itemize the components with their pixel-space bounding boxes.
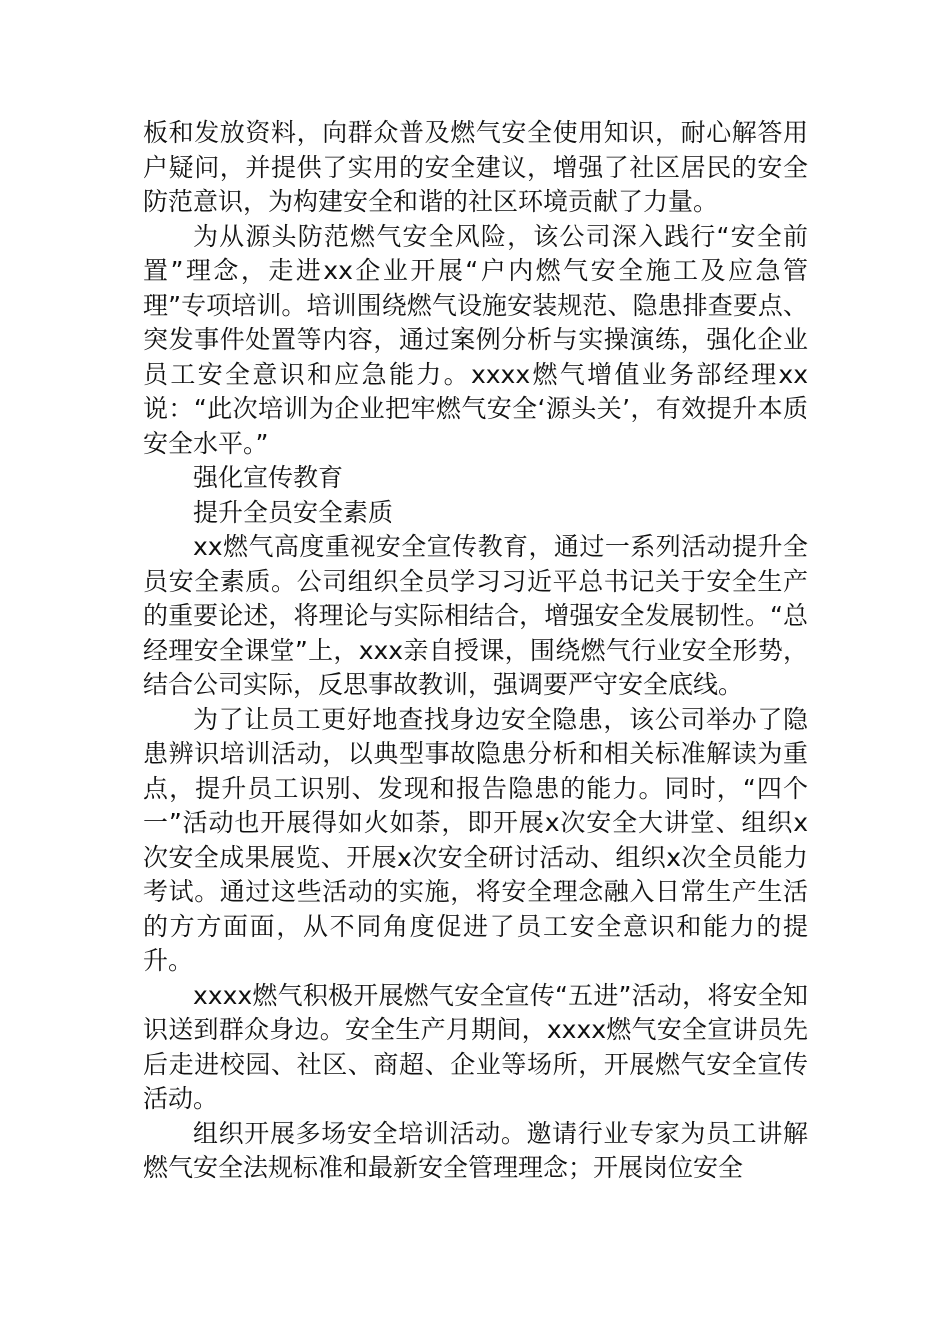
section-subheading-quality: 提升全员安全素质 — [193, 497, 394, 527]
paragraph-continuation: 板和发放资料，向群众普及燃气安全使用知识，耐心解答用户疑问，并提供了实用的安全建议，增强了社区居民的安全防范意识，为构建安全和谐的社区环境贡献了力量。 — [143, 118, 808, 216]
section-heading-publicity: 强化宣传教育 — [193, 463, 344, 492]
paragraph-hazard-training: 为了让员工更好地查找身边安全隐患，该公司举办了隐患辨识培训活动，以典型事故隐患分析和相关标准解读为重点，提升员工识别、发现和报告隐患的能力。同时，“四个一”活动也开展得如火如荼，即开展x次安全大讲堂、组织x次安全成果展览、开展x次安全研讨活动、组织x次全员能力考试。通过这些活动的实施，将安全理念融入日常生产生活的方方面面，从不同角度促进了员工安全意识和能力的提升。 — [143, 704, 808, 975]
paragraph-training-activities: 组织开展多场安全培训活动。邀请行业专家为员工讲解燃气安全法规标准和最新安全管理理念；开展岗位安全 — [143, 1118, 808, 1182]
paragraph-five-entries: xxxx燃气积极开展燃气安全宣传“五进”活动，将安全知识送到群众身边。安全生产月期间，xxxx燃气安全宣讲员先后走进校园、社区、商超、企业等场所，开展燃气安全宣传活动。 — [143, 980, 808, 1113]
paragraph-source-prevention: 为从源头防范燃气安全风险，该公司深入践行“安全前置”理念，走进xx企业开展“户内燃气安全施工及应急管理”专项培训。培训围绕燃气设施安装规范、隐患排查要点、突发事件处置等内容，通过案例分析与实操演练，强化企业员工安全意识和应急能力。xxxx燃气增值业务部经理xx说：“此次培训为企业把牢燃气安全‘源头关’，有效提升本质安全水平。” — [143, 221, 808, 458]
document-body — [143, 116, 808, 1186]
paragraph-safety-education: xx燃气高度重视安全宣传教育，通过一系列活动提升全员安全素质。公司组织全员学习习近平总书记关于安全生产的重要论述，将理论与实际相结合，增强安全发展韧性。“总经理安全课堂”上，xxx亲自授课，围绕燃气行业安全形势，结合公司实际，反思事故教训，强调要严守安全底线。 — [143, 532, 808, 699]
